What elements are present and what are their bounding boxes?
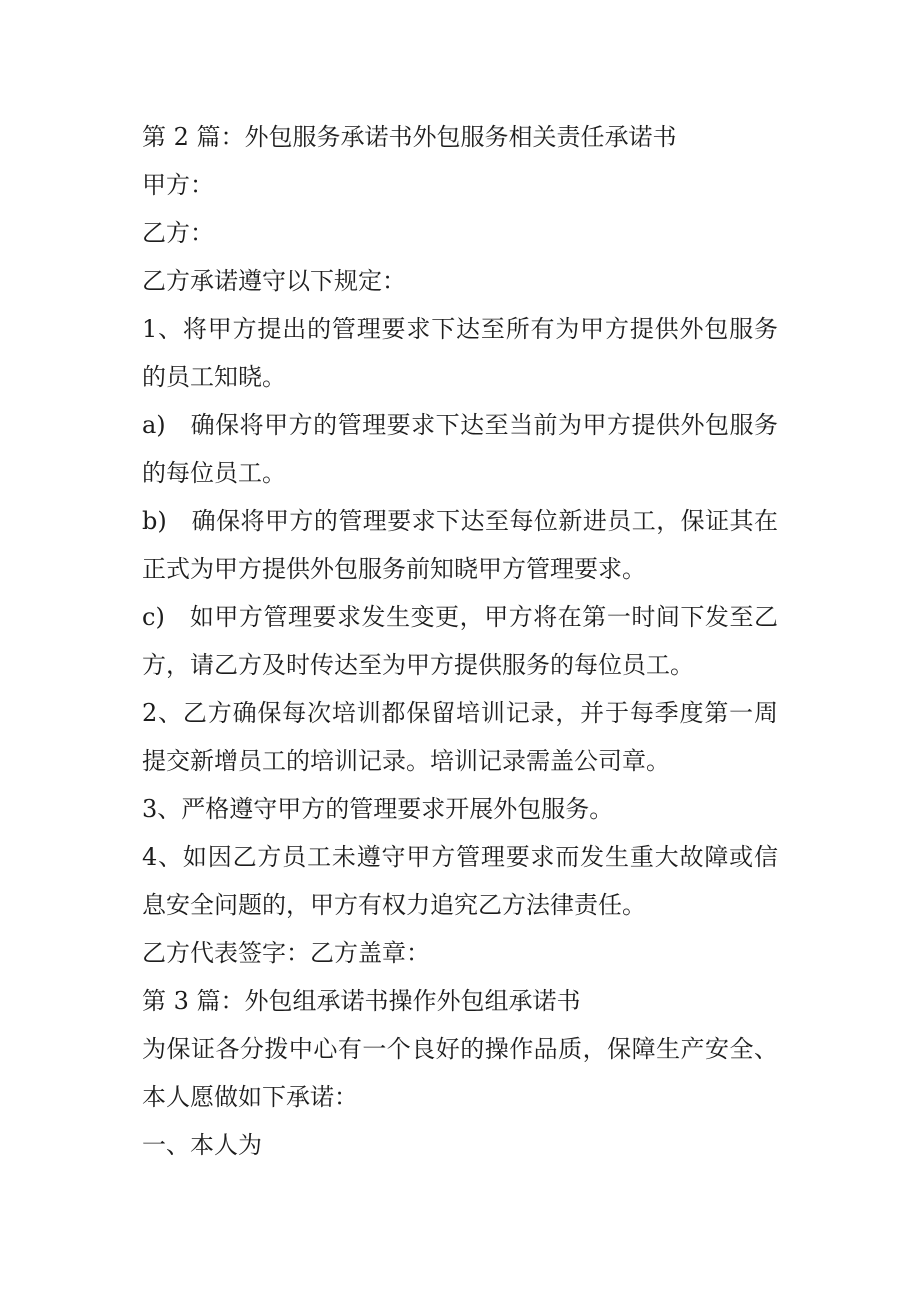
text-line: 乙方： [142, 219, 214, 247]
text-line: c) 如甲方管理要求发生变更，甲方将在第一时间下发至乙 [142, 603, 778, 631]
text-line: 第 3 篇：外包组承诺书操作外包组承诺书 [142, 987, 581, 1015]
text-line: 息安全问题的，甲方有权力追究乙方法律责任。 [142, 891, 646, 919]
text-line: 提交新增员工的培训记录。培训记录需盖公司章。 [142, 747, 670, 775]
document-body [142, 113, 778, 1169]
text-line: 方，请乙方及时传达至为甲方提供服务的每位员工。 [142, 651, 694, 679]
text-line: b) 确保将甲方的管理要求下达至每位新进员工，保证其在 [142, 507, 778, 535]
text-line: 4、如因乙方员工未遵守甲方管理要求而发生重大故障或信 [142, 843, 778, 871]
text-line: 1、将甲方提出的管理要求下达至所有为甲方提供外包服务 [142, 315, 778, 343]
text-line: 的每位员工。 [142, 459, 286, 487]
text-line: 2、乙方确保每次培训都保留培训记录，并于每季度第一周 [142, 699, 778, 727]
text-line: 甲方： [142, 171, 214, 199]
text-line: 本人愿做如下承诺： [142, 1083, 358, 1111]
text-line: 一、本人为 [142, 1131, 262, 1159]
text-line: 的员工知晓。 [142, 363, 286, 391]
text-line: 乙方代表签字：乙方盖章： [142, 939, 430, 967]
text-line: 第 2 篇：外包服务承诺书外包服务相关责任承诺书 [142, 123, 677, 151]
text-line: 3、严格遵守甲方的管理要求开展外包服务。 [142, 795, 614, 823]
text-line: 为保证各分拨中心有一个良好的操作品质，保障生产安全、 [142, 1035, 778, 1063]
text-line: 乙方承诺遵守以下规定： [142, 267, 406, 295]
text-line: a) 确保将甲方的管理要求下达至当前为甲方提供外包服务 [142, 411, 778, 439]
text-line: 正式为甲方提供外包服务前知晓甲方管理要求。 [142, 555, 646, 583]
